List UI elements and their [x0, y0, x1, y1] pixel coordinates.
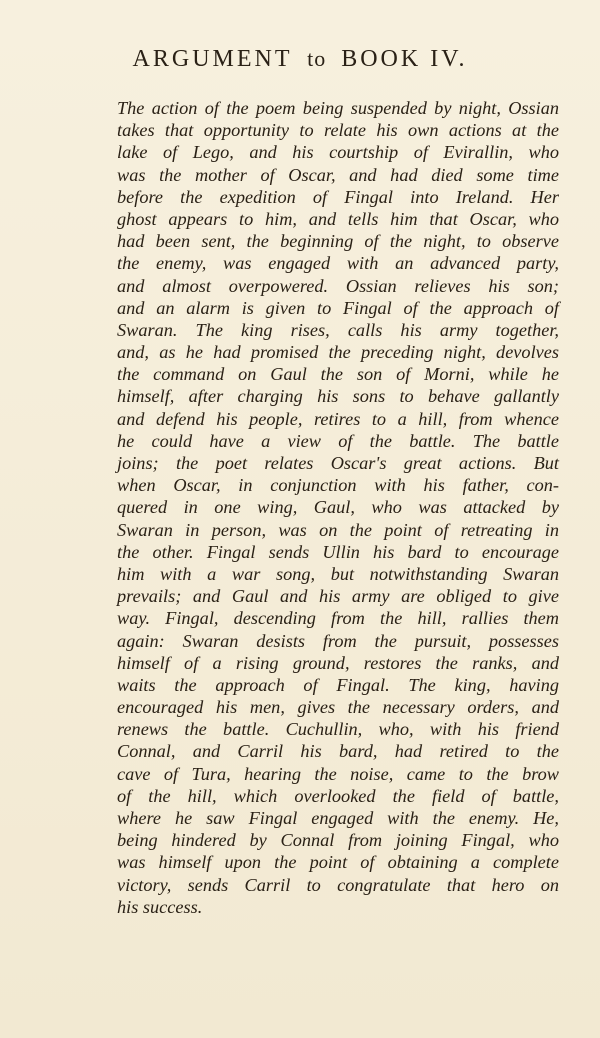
text-line: of the hill, which overlooked the field of battle,: [117, 785, 559, 806]
text-line: being hindered by Connal from joining Fingal, who: [117, 830, 559, 851]
text-line: Connal, and Carril his bard, had retired to the: [117, 741, 559, 762]
text-line: when Oscar, in conjunction with his father, con-: [117, 475, 559, 496]
text-line: himself, after charging his sons to behave gallantly: [117, 386, 559, 407]
text-line: and an alarm is given to Fingal of the approach of: [117, 297, 559, 318]
text-line: was himself upon the point of obtaining a complete: [117, 852, 559, 873]
text-line: ghost appears to him, and tells him that Oscar, who: [117, 208, 559, 229]
text-line: was the mother of Oscar, and had died some time: [117, 164, 559, 185]
text-line: the command on Gaul the son of Morni, while he: [117, 364, 559, 385]
text-line: his success.: [117, 896, 203, 917]
text-line: where he saw Fingal engaged with the enemy. He,: [117, 808, 559, 828]
text-line: himself of a rising ground, restores the ranks, and: [117, 652, 559, 673]
text-line: encouraged his men, gives the necessary orders, and: [117, 697, 559, 718]
text-line: victory, sends Carril to congratulate that hero on: [117, 874, 559, 895]
running-header: [0, 46, 600, 73]
text-line: quered in one wing, Gaul, who was attacked by: [117, 497, 559, 518]
text-line: the other. Fingal sends Ullin his bard to encourage: [117, 541, 559, 562]
text-line: before the expedition of Fingal into Ireland. Her: [117, 186, 559, 207]
text-line: and almost overpowered. Ossian relieves his son;: [117, 275, 559, 296]
text-line: cave of Tura, hearing the noise, came to the brow: [117, 763, 559, 784]
text-line: prevails; and Gaul and his army are obliged to give: [117, 586, 559, 607]
text-line: and defend his people, retires to a hill, from whence: [117, 408, 559, 429]
header-argument: ARGUMENT: [132, 46, 293, 72]
text-line: Swaran. The king rises, calls his army together,: [117, 319, 559, 340]
text-line: way. Fingal, descending from the hill, rallies them: [117, 608, 559, 629]
argument-text: [117, 97, 559, 918]
text-line: had been sent, the beginning of the night, to observe: [117, 231, 559, 252]
text-line: he could have a view of the battle. The battle: [117, 430, 559, 451]
header-to: to: [307, 46, 327, 71]
text-line: Swaran in person, was on the point of retreating in: [117, 519, 559, 540]
text-line: the enemy, was engaged with an advanced party,: [117, 253, 559, 274]
text-line: takes that opportunity to relate his own actions at the: [117, 120, 559, 141]
text-line: him with a war song, but notwithstanding Swaran: [117, 563, 559, 584]
text-line: renews the battle. Cuchullin, who, with his friend: [117, 719, 559, 740]
text-line: again: Swaran desists from the pursuit, possesses: [117, 630, 559, 651]
text-line: and, as he had promised the preceding night, devolves: [117, 342, 559, 363]
text-line: lake of Lego, and his courtship of Evirallin, who: [117, 142, 559, 163]
text-line: The action of the poem being suspended by night, Ossian: [117, 98, 559, 118]
header-book: BOOK IV.: [341, 46, 468, 72]
text-line: waits the approach of Fingal. The king, having: [117, 674, 559, 695]
text-line: joins; the poet relates Oscar's great actions. But: [117, 453, 559, 473]
